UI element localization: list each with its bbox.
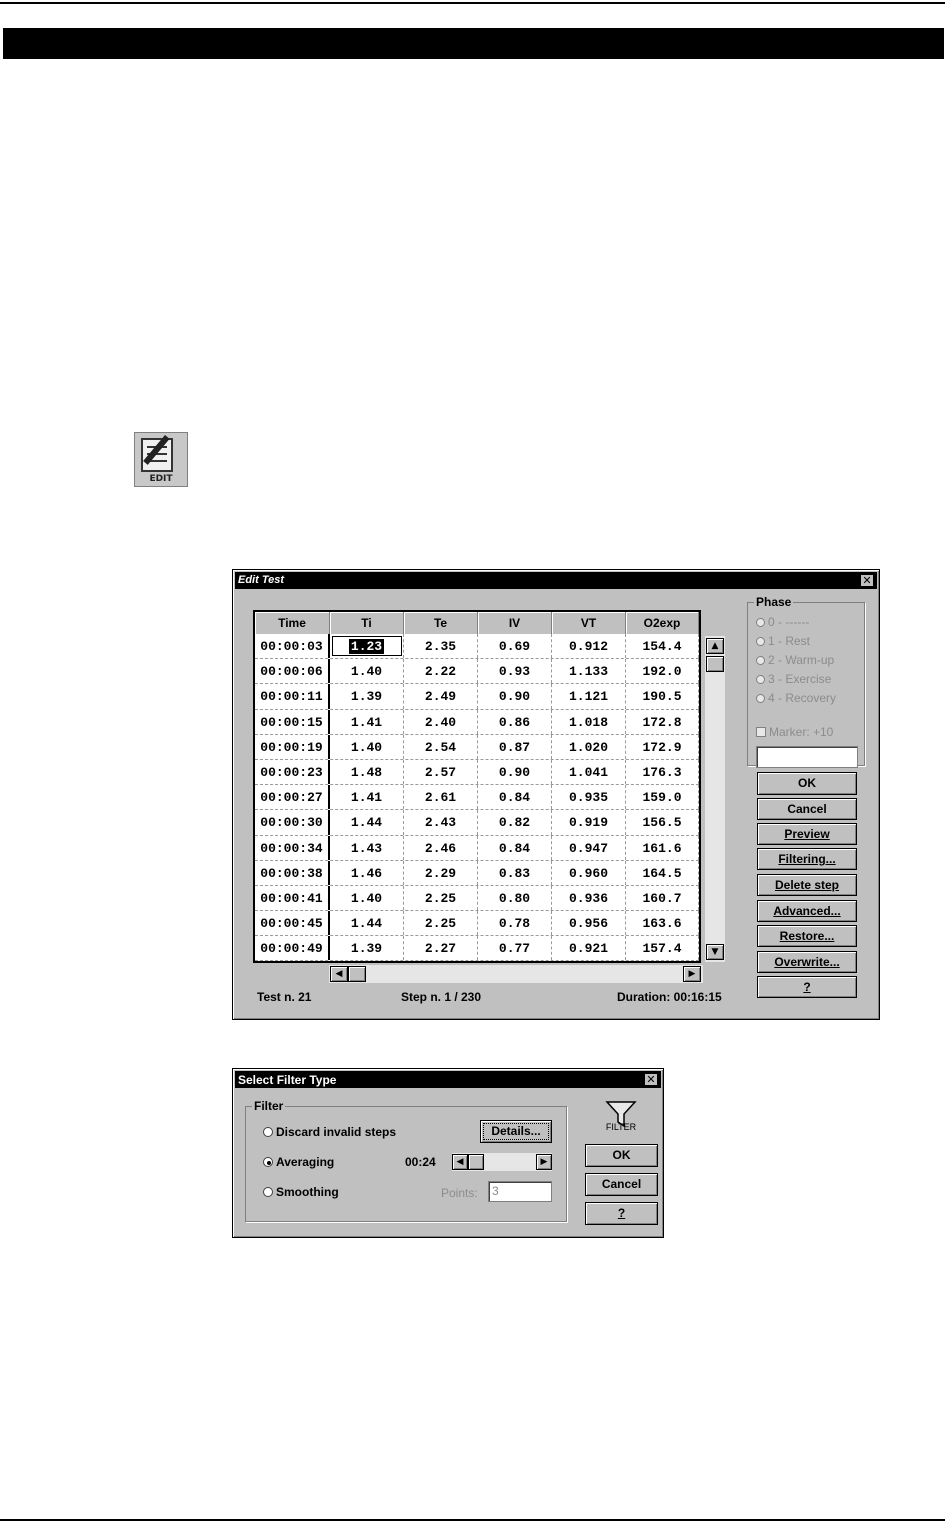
- cell-value: 00:00:03: [260, 639, 323, 654]
- phase-label: 3 - Exercise: [768, 672, 832, 686]
- cell-value: 0.69: [498, 639, 531, 654]
- table-cell[interactable]: [404, 810, 478, 834]
- edit-icon[interactable]: [134, 432, 188, 487]
- phase-radio-2: [756, 653, 834, 667]
- averaging-value: 00:24: [405, 1155, 436, 1169]
- cell-value: 154.4: [642, 639, 682, 654]
- table-cell[interactable]: [478, 936, 552, 960]
- cell-value: 172.9: [642, 739, 682, 755]
- cell-value: 163.6: [642, 916, 682, 932]
- table-cell[interactable]: [552, 861, 626, 885]
- phase-label: 4 - Recovery: [768, 691, 837, 705]
- cell-value: 0.936: [568, 890, 608, 906]
- cell-value: 1.46: [350, 865, 383, 881]
- table-cell[interactable]: [478, 785, 552, 809]
- table-cell[interactable]: [330, 886, 404, 910]
- table-cell[interactable]: [404, 735, 478, 759]
- filtering-button[interactable]: [757, 848, 857, 870]
- table-cell[interactable]: [626, 659, 699, 683]
- table-row[interactable]: [255, 760, 699, 785]
- cell-value: 0.83: [498, 865, 531, 881]
- filtering-button-label: Filtering...: [778, 852, 836, 866]
- filter-help-label: ?: [617, 1206, 626, 1220]
- radio-icon: [756, 618, 765, 627]
- radio-icon: [756, 675, 765, 684]
- cell-value: 0.912: [568, 639, 608, 654]
- cell-value: 2.22: [424, 664, 457, 680]
- table-cell[interactable]: [626, 710, 699, 734]
- cell-value: 0.935: [568, 790, 608, 806]
- cell-value: 0.78: [498, 916, 531, 932]
- cell-value: 0.82: [498, 815, 531, 831]
- slider-right-icon[interactable]: ▶: [536, 1154, 552, 1170]
- filter-ok-button[interactable]: OK: [585, 1144, 658, 1167]
- select-filter-dialog: [232, 1068, 664, 1238]
- table-row[interactable]: [255, 634, 699, 659]
- cell-value: 156.5: [642, 815, 682, 831]
- edit-icon-label: EDIT: [149, 474, 173, 484]
- cell-value: 00:00:34: [260, 840, 323, 856]
- table-row[interactable]: [255, 710, 699, 735]
- table-header: [253, 610, 701, 634]
- averaging-label: Averaging: [276, 1155, 335, 1169]
- cell-value: 00:00:30: [260, 815, 323, 831]
- cell-value: 1.40: [350, 739, 383, 755]
- table-cell[interactable]: [626, 911, 699, 935]
- test-number: Test n. 21: [257, 990, 312, 1004]
- column-header-ti[interactable]: Ti: [330, 612, 404, 634]
- time-cell[interactable]: [255, 936, 330, 960]
- scroll-up-icon[interactable]: ▲: [706, 638, 724, 654]
- smoothing-radio[interactable]: [263, 1185, 339, 1199]
- cell-value: 2.46: [424, 840, 457, 856]
- edit-test-dialog: [232, 569, 880, 1020]
- table-cell[interactable]: [330, 936, 404, 960]
- cell-value: 159.0: [642, 790, 682, 806]
- filter-icon-label: FILTER: [605, 1122, 637, 1132]
- discard-label: Discard invalid steps: [276, 1125, 397, 1139]
- preview-button-label: Preview: [784, 827, 830, 841]
- table-cell[interactable]: [330, 760, 404, 784]
- vertical-scrollbar[interactable]: [705, 636, 725, 962]
- filter-group: [245, 1099, 567, 1222]
- smoothing-label: Smoothing: [276, 1185, 339, 1199]
- bottom-rule: [0, 1519, 945, 1521]
- cell-value: 1.041: [568, 764, 608, 780]
- step-number: Step n. 1 / 230: [401, 990, 482, 1004]
- cell-value: 1.40: [350, 664, 383, 680]
- time-cell[interactable]: [255, 634, 330, 658]
- data-table[interactable]: [253, 634, 701, 963]
- cell-value: 2.49: [424, 689, 457, 705]
- cell-value: 00:00:49: [260, 941, 323, 957]
- horizontal-scrollbar[interactable]: [329, 965, 703, 983]
- column-header-iv[interactable]: IV: [478, 612, 552, 634]
- table-row[interactable]: [255, 936, 699, 961]
- table-cell[interactable]: [626, 936, 699, 960]
- cell-value: 1.23: [350, 639, 383, 654]
- horizontal-scroll-thumb[interactable]: [348, 966, 366, 982]
- table-row[interactable]: [255, 861, 699, 886]
- cell-value: 0.93: [498, 664, 531, 680]
- cell-value: 00:00:19: [260, 739, 323, 755]
- phase-label: 1 - Rest: [768, 634, 811, 648]
- table-cell[interactable]: [626, 684, 699, 708]
- cell-value: 2.25: [424, 890, 457, 906]
- restore-button[interactable]: [757, 925, 857, 947]
- time-cell[interactable]: [255, 735, 330, 759]
- table-cell[interactable]: [552, 684, 626, 708]
- scroll-right-icon[interactable]: ▶: [683, 966, 701, 982]
- table-cell[interactable]: [552, 936, 626, 960]
- table-cell[interactable]: [552, 810, 626, 834]
- edit-test-title-bar: [235, 572, 877, 589]
- phase-group: [747, 595, 865, 766]
- time-cell[interactable]: [255, 710, 330, 734]
- cell-value: 1.48: [350, 764, 383, 780]
- delete-step-button[interactable]: [757, 874, 857, 896]
- table-cell[interactable]: [404, 634, 478, 658]
- radio-icon: [263, 1127, 273, 1137]
- table-cell[interactable]: [330, 836, 404, 860]
- table-row[interactable]: [255, 886, 699, 911]
- table-cell[interactable]: [626, 810, 699, 834]
- scroll-down-icon[interactable]: ▼: [706, 944, 724, 960]
- table-cell[interactable]: [330, 710, 404, 734]
- table-cell[interactable]: [478, 684, 552, 708]
- points-input[interactable]: 3: [488, 1181, 552, 1202]
- averaging-radio[interactable]: [263, 1155, 334, 1169]
- cell-value: 2.35: [424, 639, 457, 654]
- cell-value: 1.39: [350, 689, 383, 705]
- time-cell[interactable]: [255, 659, 330, 683]
- edit-test-title: Edit Test: [238, 574, 285, 586]
- table-cell[interactable]: [552, 659, 626, 683]
- table-cell[interactable]: [552, 634, 626, 658]
- preview-button[interactable]: [757, 823, 857, 845]
- cell-value: 0.947: [568, 840, 608, 856]
- table-cell[interactable]: [552, 911, 626, 935]
- table-cell[interactable]: [330, 659, 404, 683]
- cancel-button[interactable]: Cancel: [757, 798, 857, 820]
- cell-value: 176.3: [642, 764, 682, 780]
- phase-radio-0: [756, 615, 809, 629]
- time-cell[interactable]: [255, 861, 330, 885]
- cell-value: 00:00:15: [260, 714, 323, 730]
- table-row[interactable]: [255, 735, 699, 760]
- cell-value: 0.77: [498, 941, 531, 957]
- table-cell[interactable]: [478, 861, 552, 885]
- points-label: Points:: [441, 1186, 478, 1200]
- table-cell[interactable]: [404, 785, 478, 809]
- table-cell[interactable]: [478, 836, 552, 860]
- cell-value: 2.43: [424, 815, 457, 831]
- help-button-label: ?: [803, 980, 811, 994]
- cell-value: 2.25: [424, 916, 457, 932]
- table-cell[interactable]: [552, 735, 626, 759]
- cell-value: 0.84: [498, 840, 531, 856]
- phase-group-label: Phase: [756, 595, 792, 609]
- checkbox-icon: [756, 727, 766, 737]
- cell-value: 1.133: [568, 664, 608, 680]
- cell-value: 2.61: [424, 790, 457, 806]
- table-cell[interactable]: [330, 911, 404, 935]
- cell-value: 0.921: [568, 941, 608, 957]
- filter-title-bar: [235, 1071, 661, 1088]
- averaging-slider[interactable]: [452, 1153, 552, 1171]
- header-bar: [3, 28, 944, 59]
- radio-icon: [756, 637, 765, 646]
- table-cell[interactable]: [404, 760, 478, 784]
- table-cell[interactable]: [478, 710, 552, 734]
- details-button[interactable]: Details...: [480, 1120, 552, 1143]
- time-cell[interactable]: [255, 785, 330, 809]
- overwrite-button-label: Overwrite...: [774, 955, 840, 969]
- cell-value: 0.90: [498, 689, 531, 705]
- cell-value: 00:00:06: [260, 664, 323, 680]
- cell-value: 0.87: [498, 739, 531, 755]
- table-cell[interactable]: [478, 735, 552, 759]
- cell-value: 2.40: [424, 714, 457, 730]
- table-cell[interactable]: [552, 836, 626, 860]
- table-cell[interactable]: [404, 710, 478, 734]
- radio-icon: [756, 694, 765, 703]
- cell-value: 00:00:27: [260, 790, 323, 806]
- table-cell[interactable]: [404, 936, 478, 960]
- table-row[interactable]: [255, 684, 699, 709]
- table-cell[interactable]: [626, 836, 699, 860]
- filter-cancel-button[interactable]: Cancel: [585, 1173, 658, 1196]
- help-button[interactable]: [757, 976, 857, 998]
- cell-value: 1.121: [568, 689, 608, 705]
- delete-step-button-label: Delete step: [774, 878, 840, 892]
- cell-value: 2.57: [424, 764, 457, 780]
- cell-value: 1.41: [350, 714, 383, 730]
- phase-label: 2 - Warm-up: [768, 653, 835, 667]
- column-header-o2exp[interactable]: O2exp: [626, 612, 699, 634]
- filter-title: Select Filter Type: [238, 1073, 337, 1087]
- table-cell[interactable]: [330, 684, 404, 708]
- table-cell[interactable]: [404, 659, 478, 683]
- table-row[interactable]: [255, 659, 699, 684]
- table-cell[interactable]: [626, 886, 699, 910]
- restore-button-label: Restore...: [779, 929, 835, 943]
- table-cell[interactable]: [626, 634, 699, 658]
- vertical-scroll-thumb[interactable]: [706, 656, 724, 672]
- duration: Duration: 00:16:15: [617, 990, 722, 1004]
- column-header-time[interactable]: Time: [255, 612, 330, 634]
- slider-left-icon[interactable]: ◀: [452, 1154, 468, 1170]
- close-icon[interactable]: ✕: [644, 1073, 658, 1086]
- table-row[interactable]: [255, 836, 699, 861]
- cell-value: 0.956: [568, 916, 608, 932]
- column-header-te[interactable]: Te: [404, 612, 478, 634]
- table-row[interactable]: [255, 911, 699, 936]
- cell-value: 0.919: [568, 815, 608, 831]
- filter-help-button[interactable]: [585, 1202, 658, 1225]
- phase-radio-3: [756, 672, 831, 686]
- table-cell[interactable]: [478, 634, 552, 658]
- table-cell[interactable]: [478, 810, 552, 834]
- filter-group-label: Filter: [254, 1099, 284, 1113]
- table-cell[interactable]: [404, 836, 478, 860]
- cell-value: 00:00:23: [260, 764, 323, 780]
- table-cell[interactable]: [626, 760, 699, 784]
- discard-invalid-radio[interactable]: [263, 1125, 396, 1139]
- cell-value: 00:00:11: [260, 689, 323, 705]
- cell-value: 1.43: [350, 840, 383, 856]
- table-cell[interactable]: [404, 684, 478, 708]
- cell-value: 1.40: [350, 890, 383, 906]
- scroll-left-icon[interactable]: ◀: [330, 966, 348, 982]
- radio-icon: [756, 656, 765, 665]
- cell-value: 1.44: [350, 916, 383, 932]
- marker-label: Marker: +10: [769, 725, 834, 739]
- cell-value: 1.39: [350, 941, 383, 957]
- cell-value: 160.7: [642, 890, 682, 906]
- cell-value: 1.44: [350, 815, 383, 831]
- cell-value: 190.5: [642, 689, 682, 705]
- ok-button[interactable]: OK: [757, 772, 857, 795]
- table-cell[interactable]: [626, 861, 699, 885]
- marker-checkbox: [756, 725, 833, 739]
- table-cell[interactable]: [330, 634, 404, 658]
- cell-value: 00:00:41: [260, 890, 323, 906]
- table-cell[interactable]: [404, 886, 478, 910]
- cell-value: 2.27: [424, 941, 457, 957]
- table-cell[interactable]: [552, 886, 626, 910]
- cell-value: 1.020: [568, 739, 608, 755]
- time-cell[interactable]: [255, 886, 330, 910]
- time-cell[interactable]: [255, 836, 330, 860]
- table-cell[interactable]: [404, 861, 478, 885]
- top-rule: [0, 2, 945, 4]
- column-header-vt[interactable]: VT: [552, 612, 626, 634]
- table-cell[interactable]: [552, 760, 626, 784]
- cell-value: 0.90: [498, 764, 531, 780]
- table-row[interactable]: [255, 785, 699, 810]
- marker-input[interactable]: [756, 746, 858, 768]
- time-cell[interactable]: [255, 760, 330, 784]
- cell-value: 192.0: [642, 664, 682, 680]
- phase-radio-4: [756, 691, 836, 705]
- cell-value: 1.018: [568, 714, 608, 730]
- time-cell[interactable]: [255, 911, 330, 935]
- table-cell[interactable]: [552, 785, 626, 809]
- table-cell[interactable]: [330, 785, 404, 809]
- table-cell[interactable]: [626, 785, 699, 809]
- phase-radio-1: [756, 634, 810, 648]
- table-cell[interactable]: [478, 911, 552, 935]
- cell-value: 157.4: [642, 941, 682, 957]
- cell-value: 161.6: [642, 840, 682, 856]
- table-row[interactable]: [255, 810, 699, 835]
- advanced-button-label: Advanced...: [773, 904, 841, 918]
- cell-value: 0.84: [498, 790, 531, 806]
- time-cell[interactable]: [255, 810, 330, 834]
- close-icon[interactable]: ✕: [860, 574, 874, 587]
- cell-value: 0.80: [498, 890, 531, 906]
- table-cell[interactable]: [330, 861, 404, 885]
- table-cell[interactable]: [478, 760, 552, 784]
- cell-value: 2.29: [424, 865, 457, 881]
- cell-value: 164.5: [642, 865, 682, 881]
- table-cell[interactable]: [330, 735, 404, 759]
- table-cell[interactable]: [552, 710, 626, 734]
- radio-selected-icon: [263, 1157, 273, 1167]
- phase-label: 0 - ------: [768, 615, 810, 629]
- radio-icon: [263, 1187, 273, 1197]
- cell-value: 172.8: [642, 714, 682, 730]
- overwrite-button[interactable]: [757, 951, 857, 973]
- table-cell[interactable]: [404, 911, 478, 935]
- cell-value: 00:00:45: [260, 916, 323, 932]
- table-cell[interactable]: [626, 735, 699, 759]
- cell-value: 2.54: [424, 739, 457, 755]
- table-cell[interactable]: [478, 886, 552, 910]
- cell-value: 0.960: [568, 865, 608, 881]
- table-cell[interactable]: [478, 659, 552, 683]
- table-cell[interactable]: [330, 810, 404, 834]
- advanced-button[interactable]: [757, 900, 857, 922]
- cell-value: 00:00:38: [260, 865, 323, 881]
- cell-value: 1.41: [350, 790, 383, 806]
- slider-thumb[interactable]: [468, 1154, 484, 1170]
- time-cell[interactable]: [255, 684, 330, 708]
- cell-value: 0.86: [498, 714, 531, 730]
